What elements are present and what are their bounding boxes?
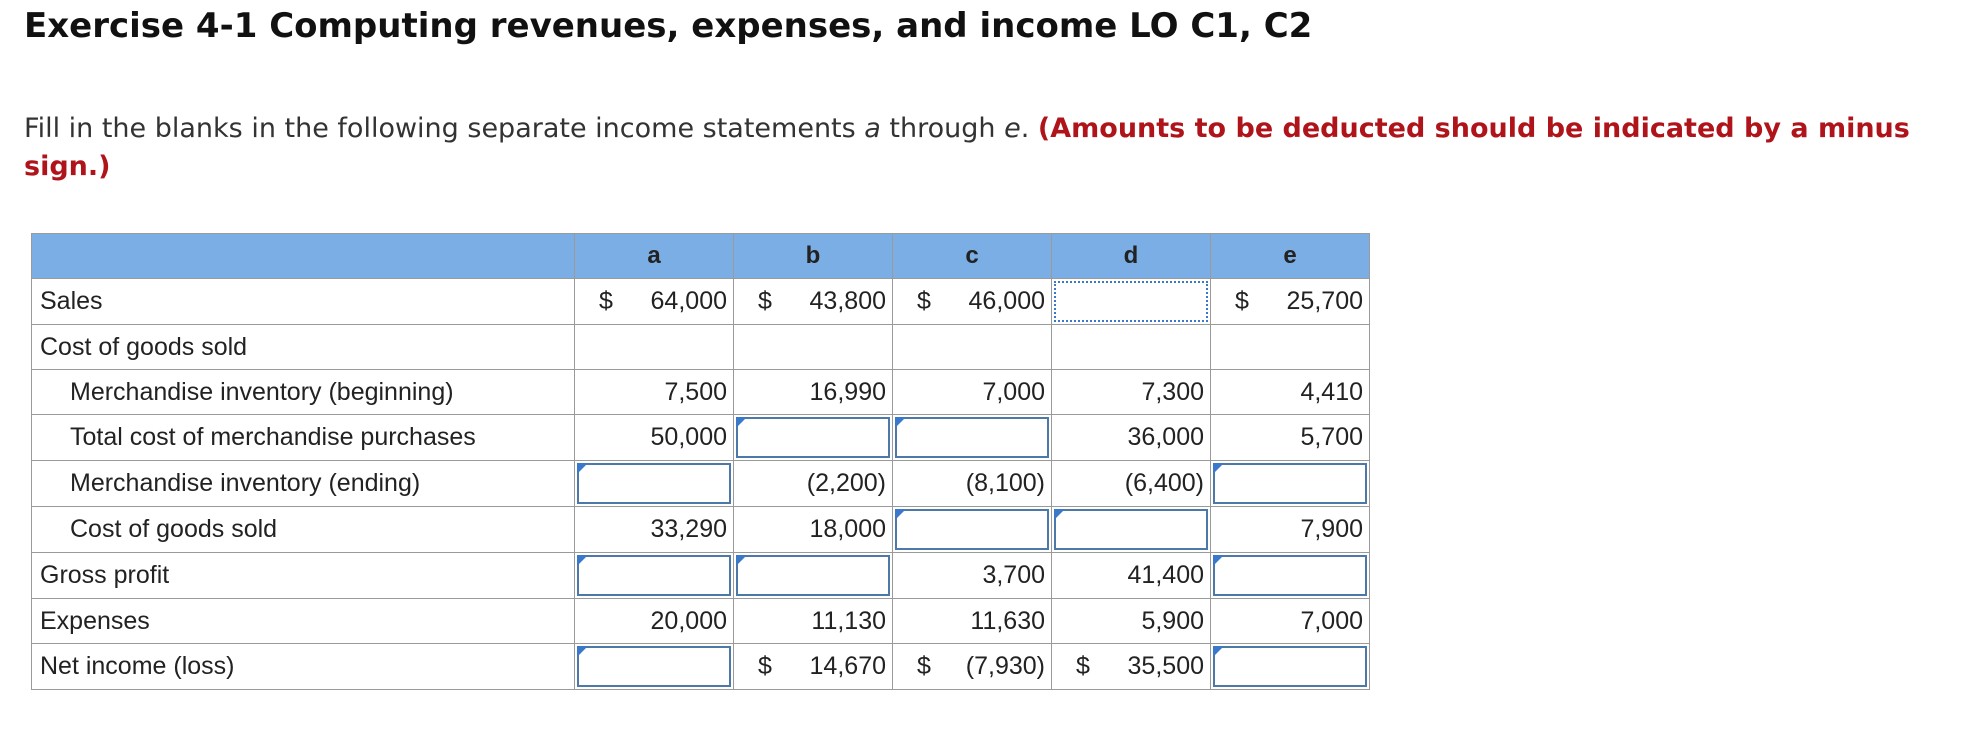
instructions bbox=[24, 110, 1924, 186]
inv-begin-d: 7,300 bbox=[1052, 370, 1211, 415]
table-row-inventory-beginning bbox=[32, 370, 1370, 415]
inv-end-a-input[interactable] bbox=[577, 463, 731, 504]
gross-b-input-cell bbox=[734, 553, 893, 599]
inv-begin-a: 7,500 bbox=[575, 370, 734, 415]
income-statements-table bbox=[31, 233, 1370, 690]
cogs-a: 33,290 bbox=[575, 507, 734, 553]
instructions-period: . bbox=[1020, 113, 1038, 144]
purchases-e: 5,700 bbox=[1211, 415, 1370, 461]
sales-a bbox=[575, 279, 734, 325]
flag-icon bbox=[577, 555, 588, 566]
row-label-sales: Sales bbox=[32, 279, 575, 325]
sales-d-input[interactable] bbox=[1054, 281, 1208, 322]
gross-a-input[interactable] bbox=[577, 555, 731, 596]
flag-icon bbox=[1213, 463, 1224, 474]
inv-begin-e: 4,410 bbox=[1211, 370, 1370, 415]
flag-icon bbox=[1213, 646, 1224, 657]
inv-end-c: (8,100) bbox=[893, 461, 1052, 507]
instructions-through: through bbox=[880, 113, 1005, 144]
row-label-net-income: Net income (loss) bbox=[32, 644, 575, 690]
row-label-cogs: Cost of goods sold bbox=[32, 507, 575, 553]
row-label-expenses: Expenses bbox=[32, 599, 575, 644]
inv-begin-c: 7,000 bbox=[893, 370, 1052, 415]
row-label-purchases: Total cost of merchandise purchases bbox=[32, 415, 575, 461]
currency-symbol: $ bbox=[917, 652, 931, 680]
flag-icon bbox=[736, 417, 747, 428]
table-row-cogs-header bbox=[32, 325, 1370, 370]
column-header-c: c bbox=[893, 234, 1052, 279]
expenses-a: 20,000 bbox=[575, 599, 734, 644]
currency-symbol: $ bbox=[1235, 287, 1249, 315]
instructions-e: e bbox=[1004, 113, 1021, 144]
purchases-c-input[interactable] bbox=[895, 417, 1049, 458]
sales-d-input-cell bbox=[1052, 279, 1211, 325]
table-row-gross-profit bbox=[32, 553, 1370, 599]
flag-icon bbox=[736, 555, 747, 566]
exercise-title: Exercise 4-1 Computing revenues, expenses, and income LO C1, C2 bbox=[24, 6, 1313, 46]
expenses-c: 11,630 bbox=[893, 599, 1052, 644]
instructions-emphasis: (Amounts to be deducted should be indicated by a minus sign.) bbox=[24, 113, 1910, 182]
inv-end-d: (6,400) bbox=[1052, 461, 1211, 507]
row-label-inventory-beginning: Merchandise inventory (beginning) bbox=[32, 370, 575, 415]
empty-cell bbox=[1052, 325, 1211, 370]
flag-icon bbox=[895, 509, 906, 520]
empty-cell bbox=[734, 325, 893, 370]
instructions-a: a bbox=[864, 113, 881, 144]
column-header-e: e bbox=[1211, 234, 1370, 279]
empty-cell bbox=[575, 325, 734, 370]
gross-e-input-cell bbox=[1211, 553, 1370, 599]
cogs-b: 18,000 bbox=[734, 507, 893, 553]
column-header-a: a bbox=[575, 234, 734, 279]
expenses-e: 7,000 bbox=[1211, 599, 1370, 644]
purchases-c-input-cell bbox=[893, 415, 1052, 461]
inv-end-e-input[interactable] bbox=[1213, 463, 1367, 504]
column-header-d: d bbox=[1052, 234, 1211, 279]
net-a-input[interactable] bbox=[577, 646, 731, 687]
flag-icon bbox=[1213, 555, 1224, 566]
expenses-d: 5,900 bbox=[1052, 599, 1211, 644]
currency-symbol: $ bbox=[758, 652, 772, 680]
table-row-expenses bbox=[32, 599, 1370, 644]
row-label-inventory-ending: Merchandise inventory (ending) bbox=[32, 461, 575, 507]
net-c bbox=[893, 644, 1052, 690]
header-label-cell bbox=[32, 234, 575, 279]
gross-e-input[interactable] bbox=[1213, 555, 1367, 596]
cogs-c-input[interactable] bbox=[895, 509, 1049, 550]
sales-e-value: 25,700 bbox=[1286, 287, 1363, 315]
sales-b bbox=[734, 279, 893, 325]
cogs-d-input-cell bbox=[1052, 507, 1211, 553]
sales-b-value: 43,800 bbox=[809, 287, 886, 315]
gross-a-input-cell bbox=[575, 553, 734, 599]
gross-c: 3,700 bbox=[893, 553, 1052, 599]
sales-c bbox=[893, 279, 1052, 325]
purchases-a: 50,000 bbox=[575, 415, 734, 461]
currency-symbol: $ bbox=[917, 287, 931, 315]
inv-begin-b: 16,990 bbox=[734, 370, 893, 415]
instructions-text: Fill in the blanks in the following separate income statements bbox=[24, 113, 865, 144]
table-row-cogs bbox=[32, 507, 1370, 553]
sales-c-value: 46,000 bbox=[968, 287, 1045, 315]
currency-symbol: $ bbox=[758, 287, 772, 315]
flag-icon bbox=[577, 646, 588, 657]
purchases-b-input[interactable] bbox=[736, 417, 890, 458]
sales-a-value: 64,000 bbox=[650, 287, 727, 315]
inv-end-b: (2,200) bbox=[734, 461, 893, 507]
empty-cell bbox=[1211, 325, 1370, 370]
net-e-input[interactable] bbox=[1213, 646, 1367, 687]
table-row-purchases bbox=[32, 415, 1370, 461]
net-b-value: 14,670 bbox=[809, 652, 886, 680]
net-a-input-cell bbox=[575, 644, 734, 690]
net-d-value: 35,500 bbox=[1127, 652, 1204, 680]
purchases-d: 36,000 bbox=[1052, 415, 1211, 461]
row-label-cogs-header: Cost of goods sold bbox=[32, 325, 575, 370]
cogs-d-input[interactable] bbox=[1054, 509, 1208, 550]
table-row-sales bbox=[32, 279, 1370, 325]
flag-icon bbox=[895, 417, 906, 428]
cogs-c-input-cell bbox=[893, 507, 1052, 553]
inv-end-a-input-cell bbox=[575, 461, 734, 507]
row-label-gross-profit: Gross profit bbox=[32, 553, 575, 599]
currency-symbol: $ bbox=[1076, 652, 1090, 680]
empty-cell bbox=[893, 325, 1052, 370]
expenses-b: 11,130 bbox=[734, 599, 893, 644]
cogs-e: 7,900 bbox=[1211, 507, 1370, 553]
sales-e bbox=[1211, 279, 1370, 325]
flag-icon bbox=[577, 463, 588, 474]
gross-b-input[interactable] bbox=[736, 555, 890, 596]
net-e-input-cell bbox=[1211, 644, 1370, 690]
gross-d: 41,400 bbox=[1052, 553, 1211, 599]
table-row-inventory-ending bbox=[32, 461, 1370, 507]
flag-icon bbox=[1054, 509, 1065, 520]
inv-end-e-input-cell bbox=[1211, 461, 1370, 507]
column-header-b: b bbox=[734, 234, 893, 279]
table-row-net-income bbox=[32, 644, 1370, 690]
currency-symbol: $ bbox=[599, 287, 613, 315]
net-d bbox=[1052, 644, 1211, 690]
net-c-value: (7,930) bbox=[965, 652, 1045, 680]
table-header-row bbox=[32, 234, 1370, 279]
purchases-b-input-cell bbox=[734, 415, 893, 461]
net-b bbox=[734, 644, 893, 690]
